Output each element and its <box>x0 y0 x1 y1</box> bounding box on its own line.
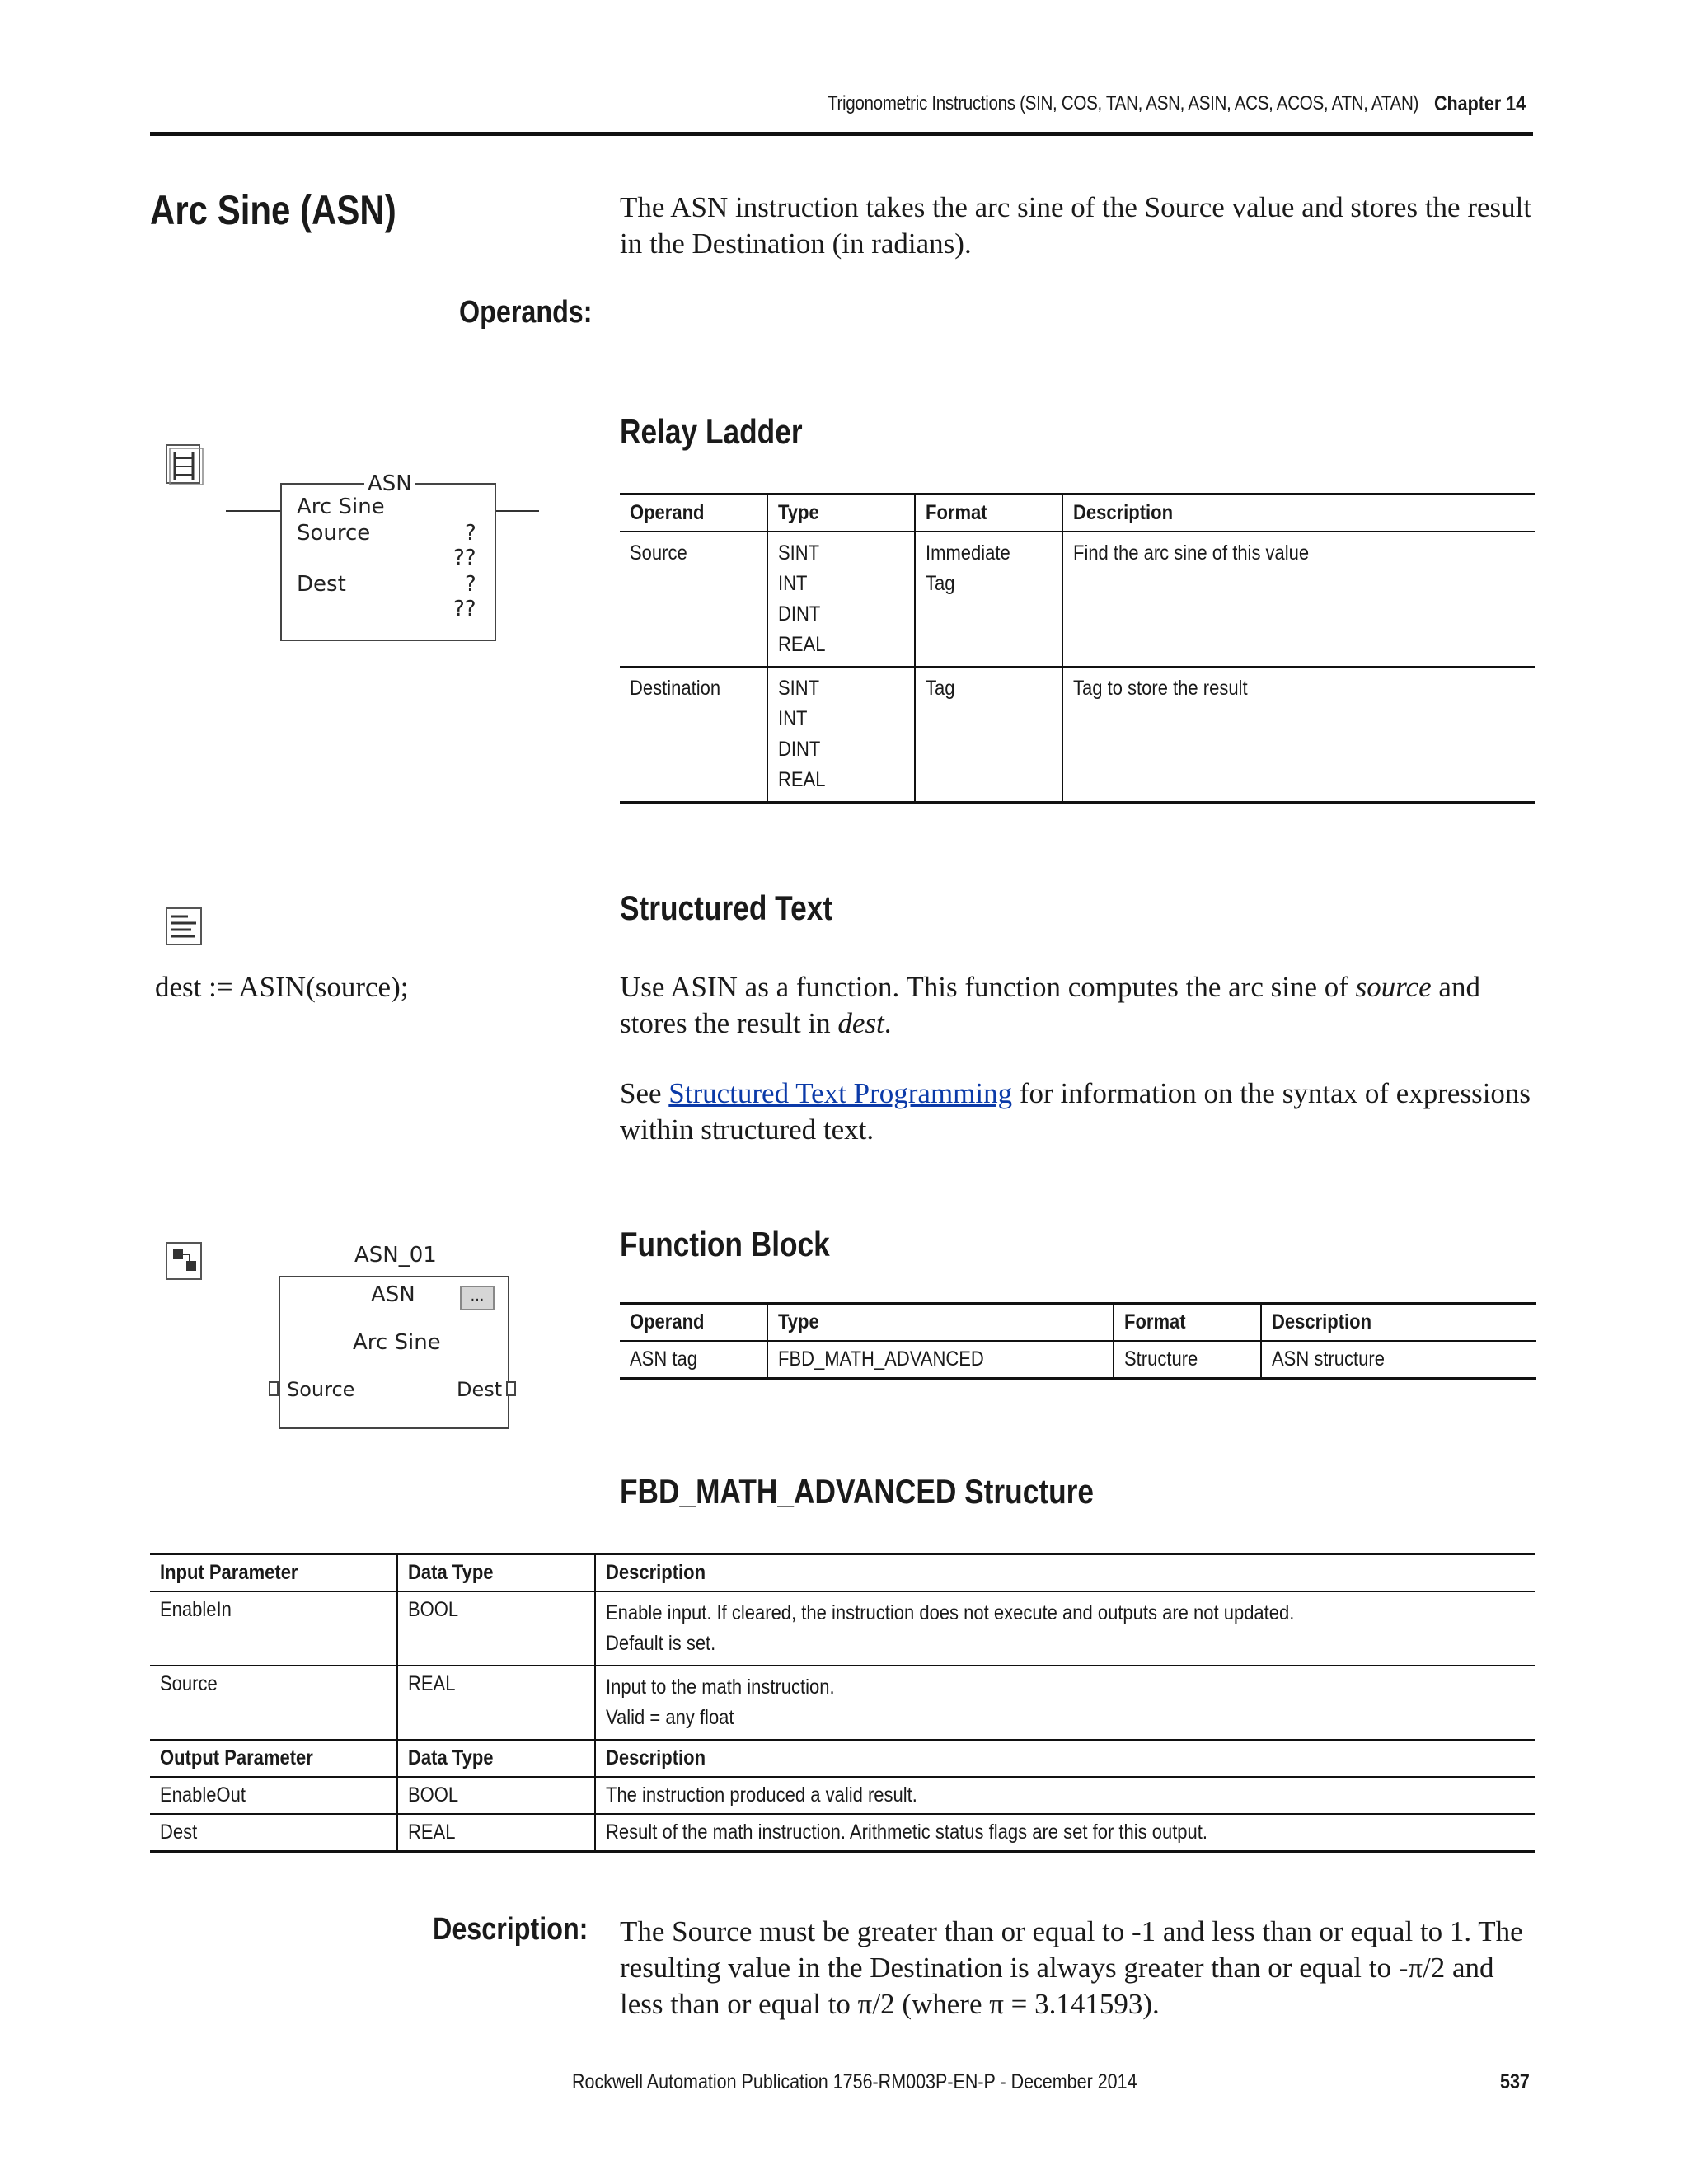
rung-line-right <box>495 510 539 512</box>
table-row: Destination SINT INT DINT REAL Tag Tag to store the result <box>620 667 1535 803</box>
structured-text-code: dest := ASIN(source); <box>155 971 409 1003</box>
description-label: Description: <box>433 1912 588 1947</box>
footer-publication: Rockwell Automation Publication 1756-RM003P-EN-P - December 2014 <box>572 2070 1137 2093</box>
ladder-source-value: ? <box>465 521 476 546</box>
relay-ladder-table <box>620 493 1535 804</box>
intro-paragraph: The ASN instruction takes the arc sine of the Source value and stores the result in the Destination (in radians). <box>620 191 1532 260</box>
rl-col-format: Format <box>915 494 1062 532</box>
relay-ladder-icon <box>165 443 204 486</box>
table-row: ASN tag FBD_MATH_ADVANCED Structure ASN structure <box>620 1341 1536 1379</box>
ladder-source-sub: ?? <box>453 546 476 570</box>
fb-output-pin[interactable] <box>506 1381 516 1396</box>
rl-col-type: Type <box>767 494 915 532</box>
fb-input-label: Source <box>287 1378 355 1401</box>
ladder-box-name: ASN <box>364 471 415 496</box>
ladder-dest-value: ? <box>465 572 476 597</box>
fb-input-pin[interactable] <box>269 1381 279 1396</box>
ladder-box-title: Arc Sine <box>297 494 385 519</box>
structured-text-icon <box>165 907 206 948</box>
table-row: EnableOut BOOL The instruction produced a valid result. <box>150 1777 1535 1814</box>
header-rule <box>150 132 1533 136</box>
function-block-heading: Function Block <box>620 1225 830 1263</box>
operands-label: Operands: <box>459 295 593 330</box>
fb-tag-name: ASN_01 <box>354 1243 437 1268</box>
chapter-label: Chapter 14 <box>1434 92 1526 115</box>
function-block-table: Operand Type Format Description ASN tag FBD_MATH_ADVANCED Structure ASN structure <box>620 1302 1536 1380</box>
structure-table: Input Parameter Data Type Description EnableIn BOOL Enable input. If cleared, the instruction does not execute and outputs are not updated. Default is set. Source REAL Input to the math instruction. Valid = any float Output Parameter Data Type Description EnableOut BOOL The instruction produced a valid result. Dest REAL Result of the math instruction. Arithmetic status flags are set for this output. <box>150 1553 1535 1853</box>
structured-text-heading: Structured Text <box>620 888 833 927</box>
ladder-source-label: Source <box>297 521 371 546</box>
fb-properties-button[interactable]: ... <box>460 1286 495 1310</box>
function-block-diagram <box>265 1243 513 1432</box>
fb-box-name: ASN <box>371 1282 415 1307</box>
function-block-icon <box>165 1241 206 1282</box>
structured-text-paragraph-1: Use ASIN as a function. This function computes the arc sine of source and stores the result in dest. <box>620 971 1480 1039</box>
fb-box-title: Arc Sine <box>353 1330 441 1355</box>
ladder-dest-label: Dest <box>297 572 346 597</box>
structure-heading: FBD_MATH_ADVANCED Structure <box>620 1472 1094 1511</box>
table-row: Dest REAL Result of the math instruction. Arithmetic status flags are set for this output. <box>150 1814 1535 1852</box>
rung-line-left <box>226 510 280 512</box>
fb-output-label: Dest <box>457 1378 503 1401</box>
page-number: 537 <box>1500 2070 1530 2093</box>
table-row: Source REAL Input to the math instruction. Valid = any float <box>150 1666 1535 1740</box>
running-title: Trigonometric Instructions (SIN, COS, TAN, ASN, ASIN, ACS, ACOS, ATN, ATAN) <box>828 92 1419 115</box>
table-row: Source SINT INT DINT REAL Immediate Tag Find the arc sine of this value <box>620 532 1535 667</box>
structured-text-paragraph-2: See Structured Text Programming for information on the syntax of expressions within structured text. <box>620 1077 1531 1146</box>
structured-text-programming-link[interactable]: Structured Text Programming <box>668 1077 1013 1109</box>
ladder-dest-sub: ?? <box>453 597 476 621</box>
description-paragraph: The Source must be greater than or equal to -1 and less than or equal to 1. The resulting value in the Destination is always greater than or equal to -π/2 and less than or equal to π/2 (where π = 3.141593). <box>620 1915 1523 2020</box>
rl-col-description: Description <box>1062 494 1535 532</box>
ladder-instruction-diagram <box>226 470 539 639</box>
rl-col-operand: Operand <box>620 494 767 532</box>
section-title: Arc Sine (ASN) <box>150 187 396 233</box>
relay-ladder-heading: Relay Ladder <box>620 412 803 451</box>
table-row: EnableIn BOOL Enable input. If cleared, the instruction does not execute and outputs are not updated. Default is set. <box>150 1591 1535 1666</box>
